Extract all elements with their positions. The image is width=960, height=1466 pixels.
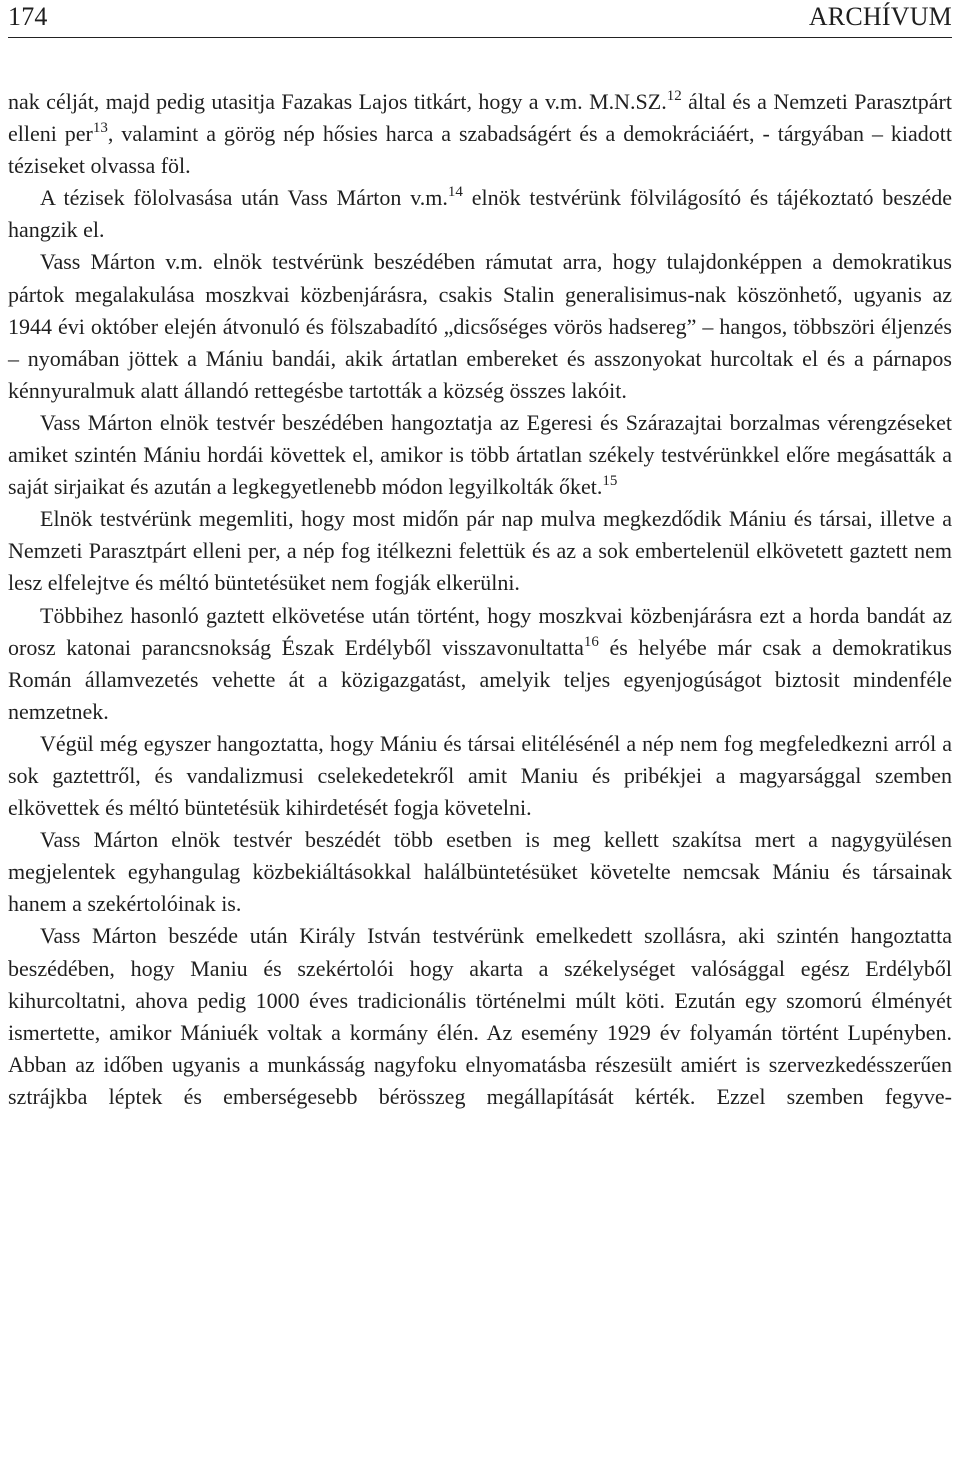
footnote-ref: 16 [583,633,599,650]
journal-name: ARCHÍVUM [808,2,952,31]
running-header [8,0,952,38]
paragraph-text: Vass Márton elnök testvér beszédében hangoztatja az Egeresi és Szárazajtai borzalmas vérengzéseket amiket szintén Mániu hordái követtek el, amikor is több ártatlan székely testvérünkkel előre megásatták a saját sirjaikat és azután a legkegyetlenebb módon legyilkolták őket. [8,409,952,500]
paragraph [8,246,952,406]
footnote-ref: 15 [602,473,618,490]
paragraph [8,86,952,182]
paragraph-text: Vass Márton elnök testvér beszédét több esetben is meg kellett szakítsa mert a nagygyülésen megjelentek egyhangulag közbekiáltásokkal halálbüntetésüket követelte nemcsak Mániu és társainak hanem a szekértolóinak is. [8,827,952,917]
paragraph-text: , valamint a görög nép hősies harca a szabadságért és a demokráciáért, - tárgyában – kiadott téziseket olvassa föl. [8,121,952,179]
paragraph-text: Vass Márton v.m. elnök testvérünk beszédében rámutat arra, hogy tulajdonképpen a demokratikus pártok megalakulása moszkvai közbenjárásra, csakis Stalin generalisimus-nak köszönhető, ugyanis az 1944 évi október elején átvonuló és fölszabadító „dicsőséges vörös hadsereg” – hangos, többszöri éljenzés – nyomában jöttek a Mániu bandái, akik ártatlan embereket és asszonyokat hurcoltak el és a párnapos kénnyuralmuk alatt állandó rettegésbe tartották a község összes lakóit. [8,249,952,403]
footnote-ref: 14 [447,184,463,201]
paragraph-text: Végül még egyszer hangoztatta, hogy Mániu és társai elitélésénél a nép nem fog megfeledkezni arról a sok gaztettről, és vandalizmusi cselekedetekről amit Maniu és pribékjei a magyarsággal szemben elkövettek és méltó büntetésük kihirdetését fogja követelni. [8,730,952,821]
paragraph [8,824,952,920]
paragraph [8,600,952,728]
paragraph-text: Többihez hasonló gaztett elkövetése után történt, hogy moszkvai közbenjárásra ezt a horda bandát az orosz katonai parancsnokság Észak Erdélyből visszavonultatta [8,602,952,660]
body-text [8,38,952,1113]
paragraph [8,920,952,1113]
paragraph [8,503,952,599]
footnote-ref: 13 [92,120,108,137]
paragraph [8,182,952,246]
paragraph-text: elnök testvérünk fölvilágosító és tájékoztató beszéde hangzik el. [8,185,952,243]
page-number: 174 [8,2,48,31]
paragraph-text: Vass Márton beszéde után Király István testvérünk emelkedett szollásra, aki szintén hangoztatta beszédében, hogy Maniu és szekértolói hogy akarta a székelységet valósággal egész Erdélyből kihurcoltatni, ahova pedig 1000 éves tradicionális történelmi múlt köti. Ezután egy szomorú élményét ismertette, amikor Mániuék voltak a kormány élén. Az esemény 1929 év folyamán történt Lupényben. Abban az időben ugyanis a munkásság nagyfoku elnyomatásba részesült amiért is szervezkedésszerűen sztrájkba léptek és emberségesebb bérösszeg megállapítását kérték. Ezzel szemben fegyve- [8,923,952,1109]
paragraph [8,407,952,503]
paragraph-text: és helyébe már csak a demokratikus Román államvezetés vehette át a közigazgatást, amelyik teljes egyenjogúságot biztosit mindenféle nemzetnek. [8,634,952,724]
paragraph-text: nak célját, majd pedig utasitja Fazakas Lajos titkárt, hogy a v.m. M.N.SZ. [8,89,667,114]
paragraph-text: Elnök testvérünk megemliti, hogy most midőn pár nap mulva megkezdődik Mániu és társai, illetve a Nemzeti Parasztpárt elleni per, a nép fog itélkezni felettük és az a sok embertelenül elkövetett gaztett nem lesz elfelejtve és méltó büntetésüket nem fogják elkerülni. [8,506,952,596]
paragraph-text: A tézisek fölolvasása után Vass Márton v.m. [40,185,448,211]
footnote-ref: 12 [666,88,682,104]
paragraph [8,728,952,824]
paragraph-text: által és a Nemzeti Parasztpárt elleni per [8,89,952,147]
